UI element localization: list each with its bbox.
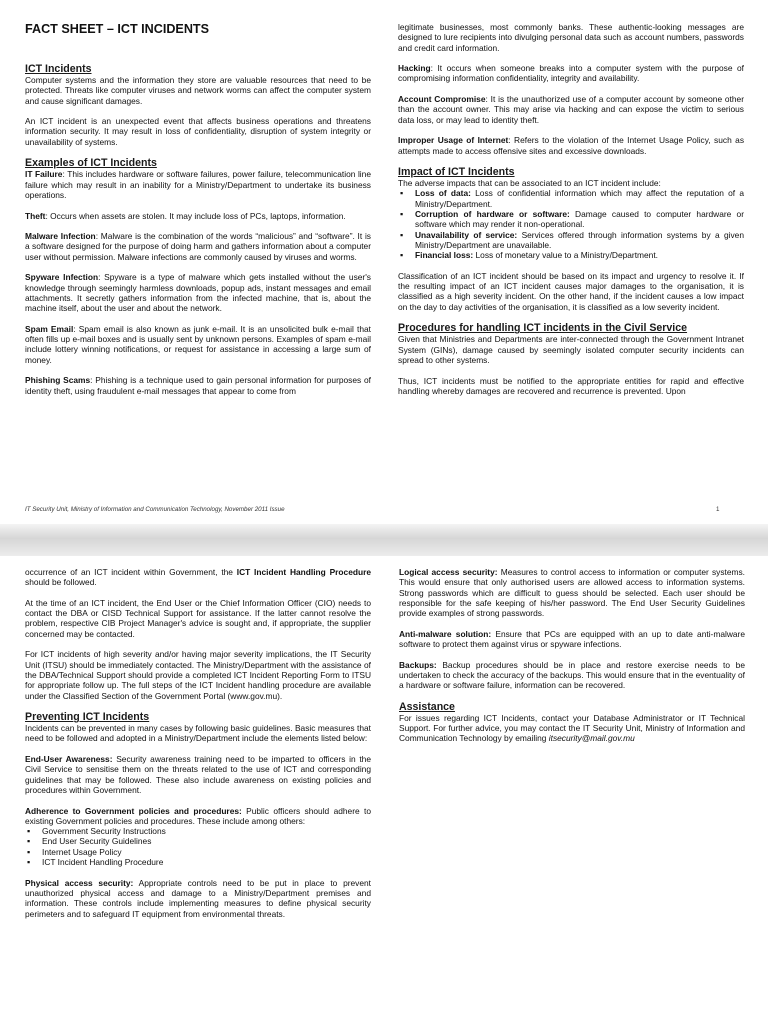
text-theft: : Occurs when assets are stolen. It may include loss of PCs, laptops, information. (45, 210, 346, 221)
list-item (398, 250, 744, 260)
list-item (398, 209, 744, 230)
paragraph-logical (399, 567, 745, 618)
paragraph-impact-intro: The adverse impacts that can be associated to an ICT incident include: (398, 178, 661, 189)
text-assistance: For issues regarding ICT Incidents, contact your Database Administrator or IT Technical Support. For further advice, you may contact the IT Security Unit, Ministry of Information and Communication Technology by emailing (399, 712, 745, 744)
text-phishing: : Phishing is a technique used to gain personal information for purposes of identity theft, using fraudulent e-mail messages that appear to come from (25, 375, 371, 396)
heading-preventing: Preventing ICT Incidents (25, 711, 150, 724)
list-item: ▪ Internet Usage Policy (25, 847, 371, 857)
paragraph-theft (25, 211, 371, 221)
paragraph-physical (25, 878, 371, 919)
text-handling-post: should be followed. (25, 577, 97, 588)
paragraph-hacking (398, 63, 744, 84)
impact-text: Loss of monetary value to a Ministry/Department. (473, 250, 658, 261)
impact-list (398, 188, 744, 260)
policies-list (25, 826, 371, 867)
paragraph-account-compromise (398, 94, 744, 125)
text-handling-pre: occurrence of an ICT incident within Government, the (25, 567, 237, 577)
text-it-failure: : This includes hardware or software failures, power failure, telecommunication line failure which may result in an inability for a Ministry/Department to undertake its business operations. (25, 169, 371, 200)
paragraph-intro-2: An ICT incident is an unexpected event that affects business operations and threatens information security. It may result in loss of confidentiality, disruption of system integrity or unavailability of systems. (25, 116, 371, 147)
list-item: ▪ End User Security Guidelines (25, 836, 371, 846)
list-item (398, 230, 744, 251)
paragraph-cio: At the time of an ICT incident, the End User or the Chief Information Officer (CIO) needs to contact the DBA or CISD Technical Support for assistance. If the latter cannot resolve the problem, respective CIB Project Manager's advice is sought and, if appropriate, the supplier concerned may be contacted. (25, 597, 371, 639)
paragraph-procedures-1: Given that Ministries and Departments are inter-connected through the Government Intranet System (GINs), damage caused by seemingly isolated computer security incidents can spread to other systems. (398, 334, 744, 365)
list-item: ▪ ICT Incident Handling Procedure (25, 857, 371, 867)
paragraph-backups (399, 660, 745, 691)
text-awareness: Security awareness training need to be imparted to officers in the Civil Service to sensitise them on the threats related to the use of ICT and corresponding guidelines that may be followed. These also include awareness on existing policies and procedures within Government. (25, 754, 372, 795)
text-malware: : Malware is the combination of the words “malicious” and “software”. It is a software designed for the purpose of doing harm and gathers information about a computer user without permission. Malware infections are commonly caused by viruses and worms. (25, 231, 371, 262)
heading-ict-incidents: ICT Incidents (25, 63, 92, 75)
impact-text: Damage caused to computer hardware or software which may render it non-operational. (415, 209, 744, 230)
paragraph-classification: Classification of an ICT incident should be based on its impact and urgency to resolve it. If the resulting impact of an ICT incident causes major damages to the organisation, it is classified as a high severity incident. On the other hand, if the incident causes a low impact on the day to day activities of the organisation, it is classified as a low severity incident. (398, 270, 744, 312)
text-spyware: : Spyware is a type of malware which gets installed without the user's knowledge through seemingly harmless downloads, popup ads, instant messages and email attachments. It secretly gathers information from the infected machine, that is, about the machine itself, about the user and about the network. (25, 272, 371, 314)
impact-text: Loss of confidential information which may affect the reputation of a Ministry/Department. (415, 188, 744, 209)
term-awareness: End-User Awareness: (25, 754, 113, 765)
heading-procedures: Procedures for handling ICT incidents in the Civil Service (398, 322, 688, 335)
paragraph-spyware (25, 272, 371, 313)
heading-assistance: Assistance (399, 700, 455, 713)
text-physical: Appropriate controls need to be put in place to prevent unauthorized physical access and damage to a Ministry/Department premises and information. These controls include implementing measures to define physical security perimeters and to safeguard IT equipment from environmental threats. (25, 877, 371, 919)
term-adherence: Adherence to Government policies and procedures: (25, 805, 242, 816)
paragraph-itsu: For ICT incidents of high severity and/or having major severity implications, the IT Security Unit (ITSU) should be immediately contacted. The Ministry/Department with the assistance of the DBA/Technical Support should provide a completed ICT Incident Reporting Form to ITSU for appropriate follow up. The full steps of the ICT Incident handling procedure are available under the Classified Section of the Government Portal (www.gov.mu). (25, 649, 371, 701)
term-it-failure: IT Failure (25, 169, 63, 180)
term-spam: Spam Email (25, 323, 74, 334)
impact-term: Loss of data: (415, 188, 471, 199)
page-footer: IT Security Unit, Ministry of Information and Communication Technology, November 2011 Issue (25, 506, 285, 513)
document-title: FACT SHEET – ICT INCIDENTS (25, 22, 210, 36)
paragraph-it-failure (25, 169, 371, 200)
term-account-compromise: Account Compromise (398, 94, 486, 105)
impact-term: Financial loss: (415, 250, 474, 261)
page-1-right-column (398, 22, 744, 396)
impact-text: Services offered through information systems by a given Ministry/Department are unavailable. (415, 229, 744, 250)
list-item (398, 188, 744, 209)
text-antimalware: Ensure that PCs are equipped with an up to date anti-malware software to protect them against virus or spyware infections. (399, 628, 745, 650)
term-theft: Theft (25, 210, 46, 221)
page-2 (0, 556, 768, 1024)
paragraph-adherence (25, 806, 371, 827)
text-logical: Measures to control access to information or computer systems. This would ensure that only authorised users are allowed access to information systems. Strong passwords which are difficult to guess should be selected. Each user should be responsible for the safe keeping of his/her password. The End User Security Guidelines provide examples of strong passwords. (399, 567, 745, 619)
paragraph-antimalware (399, 629, 745, 650)
text-spam: : Spam email is also known as junk e-mail. It is an unsolicited bulk e-mail that often fills up e-mail boxes and is usually sent by unknown persons. Examples of spam e-mail include lottery winning notifications, or request for assistance in accessing a large sum of money. (25, 323, 371, 365)
term-hacking: Hacking (398, 63, 431, 74)
paragraph-awareness (25, 754, 371, 795)
paragraph-preventing: Incidents can be prevented in many cases by following basic guidelines. Basic measures that need to be followed and adopted in a Ministry/Department include the elements listed below: (25, 723, 371, 744)
paragraph-improper-usage (398, 135, 744, 156)
impact-term: Unavailability of service: (415, 229, 518, 240)
heading-examples: Examples of ICT Incidents (25, 157, 157, 170)
term-malware: Malware Infection (25, 231, 96, 242)
term-improper-usage: Improper Usage of Internet (398, 135, 509, 146)
page-1-left-column (25, 22, 371, 396)
term-logical: Logical access security: (399, 567, 498, 577)
text-account-compromise: : It is the unauthorized use of a computer account by someone other than the account owner. This may arise via hacking and can expose the victim to serious data loss, or may lead to identity theft. (398, 94, 744, 125)
term-backups: Backups: (399, 659, 437, 670)
term-antimalware: Anti-malware solution: (399, 628, 492, 639)
term-physical: Physical access security: (25, 877, 134, 888)
page-2-right-column (399, 567, 745, 744)
term-phishing: Phishing Scams (25, 375, 91, 386)
text-improper-usage: : Refers to the violation of the Internet Usage Policy, such as attempts made to access offensive sites and excessive downloads. (398, 135, 745, 156)
page-number: 1 (716, 506, 720, 513)
email-link[interactable]: itsecurity@mail.gov.mu (548, 733, 635, 744)
page-separator (0, 524, 768, 556)
term-spyware: Spyware Infection (25, 272, 99, 283)
paragraph-spam (25, 324, 371, 365)
text-adherence: Public officers should adhere to existing Government policies and procedures. These include among others: (25, 805, 371, 826)
page-2-left-column (25, 567, 371, 919)
paragraph-handling-procedure (25, 567, 371, 588)
paragraph-phishing (25, 375, 371, 396)
term-handling-procedure: ICT Incident Handling Procedure (236, 567, 371, 577)
paragraph-assistance (399, 713, 745, 744)
paragraph-phishing-continued: legitimate businesses, most commonly banks. These authentic-looking messages are designed to lure recipients into divulging personal data such as account numbers, passwords and credit card information. (398, 22, 744, 53)
paragraph-procedures-2: Thus, ICT incidents must be notified to the appropriate entities for rapid and effective handling whereby damages are recovered and recurrence is prevented. Upon (398, 375, 744, 396)
paragraph-malware (25, 231, 371, 262)
list-item: ▪ Government Security Instructions (25, 826, 371, 836)
text-backups: Backup procedures should be in place and restore exercise needs to be undertaken to check the accuracy of the backups. This would ensure that in the eventuality of a hardware or software failure, information can be recovered. (399, 659, 745, 691)
heading-impact: Impact of ICT Incidents (398, 166, 515, 179)
impact-term: Corruption of hardware or software: (415, 209, 570, 220)
paragraph-intro-1: Computer systems and the information they store are valuable resources that need to be protected. Threats like computer viruses and network worms can affect the computer system and cause significant damages. (25, 75, 371, 106)
text-hacking: : It occurs when someone breaks into a computer system with the purpose of compromising information confidentiality, integrity and availability. (398, 63, 744, 84)
